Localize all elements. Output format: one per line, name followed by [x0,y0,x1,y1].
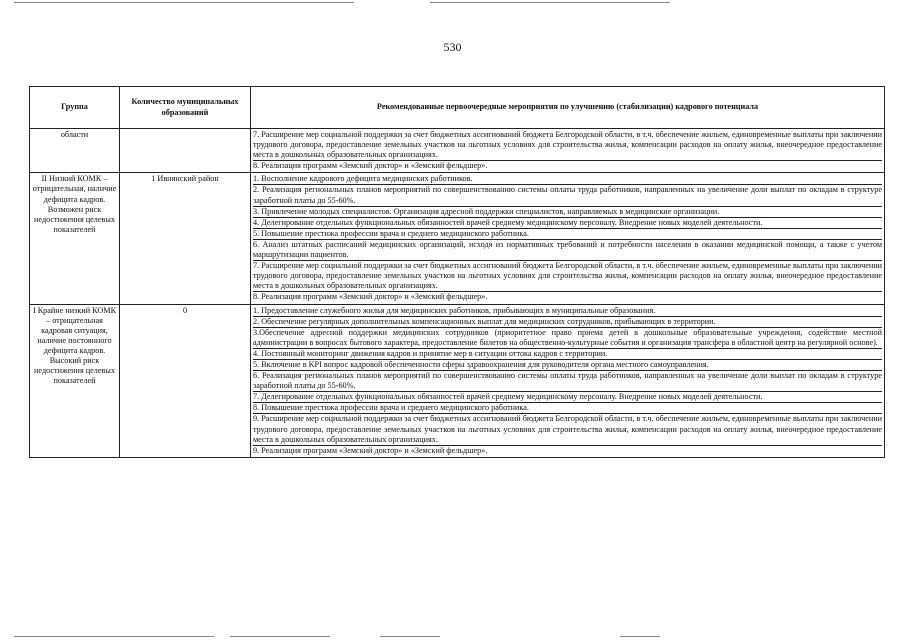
measures-table [29,86,885,458]
measure-item: 1. Предоставление служебного жилья для медицинских работников, прибывающих в муниципальные образования. [253,306,882,317]
measure-item: 4. Постоянный мониторинг движения кадров и принятие мер в ситуации оттока кадров с территории. [253,349,882,360]
header-count: Количество муниципальных образований [120,87,251,129]
group-cell: области [30,129,120,173]
measure-item: 5. Включение в KPI вопрос кадровой обеспеченности сферы здравоохранения для руководителя органа местного самоуправления. [253,360,882,371]
group-cell: I Крайне низкий КОМК – отрицательная кадровая ситуация, наличие постоянного дефицита кадров. Высокий риск недостижения целевых показателей [30,304,120,457]
measure-item: 9. Реализация программ «Земский доктор» и «Земский фельдшер». [253,445,488,455]
measure-item: 4. Делегирование отдельных функциональных обязанностей врачей среднему медицинскому персоналу. Внедрение новых моделей деятельности. [253,218,882,229]
measure-item: 3.Обеспечение адресной поддержки медицинских сотрудников (приоритетное право приема детей в дошкольные образовательные учреждения, содействие местной администрации в вопросах бытового характера, предоставление билетов на общественно-культурные события и организация трансфера в областной центр на регулярной основе). [253,328,882,349]
measure-item: 9. Расширение мер социальной поддержки за счет бюджетных ассигнований бюджета Белгородской области, в т.ч. обеспечение жильем, единовременные выплаты при заключении трудового договора, предоставление земельных участков на льготных условиях для строительства жилья, компенсации расходов на оплату жилья, внеочередное предоставление места в дошкольных образовательных организациях. [253,414,882,445]
count-cell: 0 [120,304,251,457]
measure-item: 8. Реализация программ «Земский доктор» и «Земский фельдшер». [253,292,488,302]
measure-item: 6. Анализ штатных расписаний медицинских организаций, исходя из нормативных требований и потребности населения в оказании медицинской помощи, а также с учетом маршрутизации пациентов. [253,240,882,261]
scan-line [14,2,354,3]
measure-item: 7. Делегирование отдельных функциональных обязанностей врачей среднему медицинскому персоналу. Внедрение новых моделей деятельности. [253,392,882,403]
measure-item: 7. Расширение мер социальной поддержки за счет бюджетных ассигнований бюджета Белгородской области, в т.ч. обеспечение жильем, единовременные выплаты при заключении трудового договора, предоставление земельных участков на льготных условиях для строительства жилья, компенсации расходов на оплату жилья, внеочередное предоставление места в дошкольных образовательных организациях. [253,261,882,292]
measure-item: 8. Повышение престижа профессии врача и среднего медицинского работника. [253,403,882,414]
group-cell: II Низкий КОМК – отрицательная, наличие дефицита кадров. Возможен риск недостижения целевых показателей [30,173,120,304]
header-measures: Рекомендованные первоочередные мероприятия по улучшению (стабилизации) кадрового потенциала [251,87,885,129]
table-header-row [30,87,885,129]
measures-cell [251,129,885,173]
scan-line [230,636,330,637]
count-cell [120,129,251,173]
count-cell: 1 Ивнянский район [120,173,251,304]
table-body [30,129,885,458]
page-number: 530 [443,40,462,54]
header-group: Группа [30,87,120,129]
measure-item: 2. Обеспечение регулярных дополнительных компенсационных выплат для медицинских сотрудников, прибывающих в территории. [253,317,882,328]
measures-cell [251,173,885,304]
measure-item: 3. Привлечение молодых специалистов. Организация адресной поддержки специалистов, направляемых в медицинские организации. [253,207,882,218]
measures-cell [251,304,885,457]
scan-line [380,636,440,637]
scan-line [430,2,670,3]
measure-item: 2. Реализация региональных планов мероприятий по совершенствованию системы оплаты труда работников, направленных на увеличение доли выплат по окладам в структуре заработной платы до 55-60%. [253,185,882,206]
measure-item: 6. Реализация региональных планов мероприятий по совершенствованию системы оплаты труда работников, направленных на увеличение доли выплат по окладам в структуре заработной платы до 55-60%. [253,371,882,392]
table-row [30,173,885,304]
measure-item: 1. Восполнение кадрового дефицита медицинских работников. [253,174,882,185]
scan-line [14,636,214,637]
table-row [30,129,885,173]
table-row [30,304,885,457]
measure-item: 5. Повышение престижа профессии врача и среднего медицинского работника. [253,229,882,240]
measure-item: 7. Расширение мер социальной поддержки за счет бюджетных ассигнований бюджета Белгородской области, в т.ч. обеспечение жильем, единовременные выплаты при заключении трудового договора, предоставление земельных участков на льготных условиях для строительства жилья, компенсации расходов на оплату жилья, внеочередное предоставление места в дошкольных образовательных организациях. [253,130,882,161]
scan-line [620,636,660,637]
measure-item: 8. Реализация программ «Земский доктор» и «Земский фельдшер». [253,161,488,171]
